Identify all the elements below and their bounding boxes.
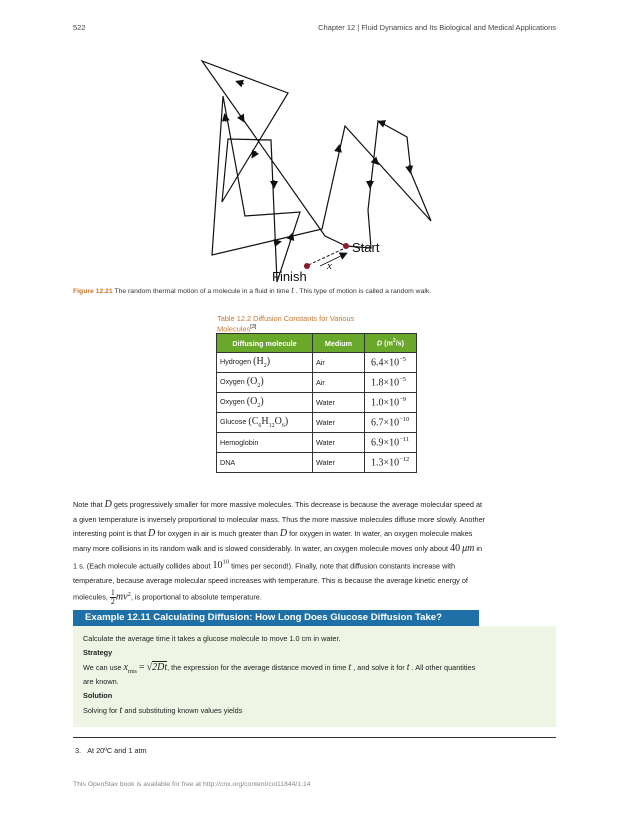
footnote: 3. At 20ºC and 1 atm	[75, 746, 147, 755]
strategy-text-cont: are known.	[83, 677, 119, 686]
diffusion-table	[216, 333, 417, 473]
table-row: Hydrogen $(H_2)$ Air $6.4\times 10^{-5}$	[217, 353, 417, 373]
table-row: Hemoglobin Water $6.9\times 10^{-11}$	[217, 433, 417, 453]
solution-heading: Solution	[83, 691, 113, 700]
random-walk-figure	[0, 0, 630, 300]
example-title: Example 12.11 Calculating Diffusion: How Long Does Glucose Diffusion Take?	[73, 610, 479, 626]
table-row: Oxygen $(O_2)$ Air $1.8\times 10^{-5}$	[217, 373, 417, 393]
header-d: D $(m^2/s)$	[365, 334, 417, 353]
footnote-divider	[73, 737, 556, 738]
walk-path	[202, 61, 431, 282]
start-label: Start	[352, 240, 380, 255]
openstax-credit: This OpenStax book is available for free at http://cnx.org/content/col11844/1.14	[73, 781, 311, 788]
table-row: Glucose $(C_6H_{12}O_6)$ Water $6.7\times 10^{-10}$	[217, 413, 417, 433]
direction-arrows	[225, 82, 410, 243]
finish-label: Finish	[272, 269, 307, 284]
table-title: Table 12.2 Diffusion Constants for Various Molecules[3]	[217, 314, 355, 334]
table-row: DNA Water $1.3\times 10^{-12}$	[217, 453, 417, 473]
header-molecule: Diffusing molecule	[217, 334, 313, 353]
displacement-label: x	[327, 260, 332, 272]
table-header-row	[217, 334, 417, 353]
table-row: Oxygen $(O_2)$ Water $1.0\times 10^{-9}$	[217, 393, 417, 413]
figure-caption: Figure 12.21 The random thermal motion of a molecule in a fluid in time t . This type of motion is called a random walk.	[73, 285, 432, 295]
solution-text: Solving for t and substituting known values yields	[83, 705, 243, 716]
body-paragraph: Note that D gets progressively smaller for more massive molecules. This decrease is because the average molecular speed at a given temperature is inversely proportional to molecular mass. Thus the more massive molecules diffuse more slowly. Another interesting point is that D for oxygen in air is much greater than D for oxygen in water. In water, an oxygen molecule makes many more collisions in its random walk and is slowed considerably. In water, an oxygen molecule moves only about 40 μm in 1 s. (Each molecule actually collides about $10^{10}$ times per second!). Finally, note that diffusion constants increase with temperature, because average molecular speed increases with temperature. This is because the average kinetic energy of molecules, $\frac{1}{2}$ $mv^2$, is proportional to absolute temperature.	[73, 499, 486, 607]
page-number: 522	[73, 23, 86, 32]
strategy-text: We can use $x_{rms} = √2Dt$, the expression for the average distance moved in time t , and solve it for t . All other quantities	[83, 662, 476, 675]
start-point	[343, 243, 349, 249]
strategy-heading: Strategy	[83, 648, 113, 657]
example-problem: Calculate the average time it takes a glucose molecule to move 1.0 cm in water.	[83, 634, 341, 643]
chapter-title: Chapter 12 | Fluid Dynamics and Its Biological and Medical Applications	[318, 23, 556, 32]
header-medium: Medium	[313, 334, 365, 353]
